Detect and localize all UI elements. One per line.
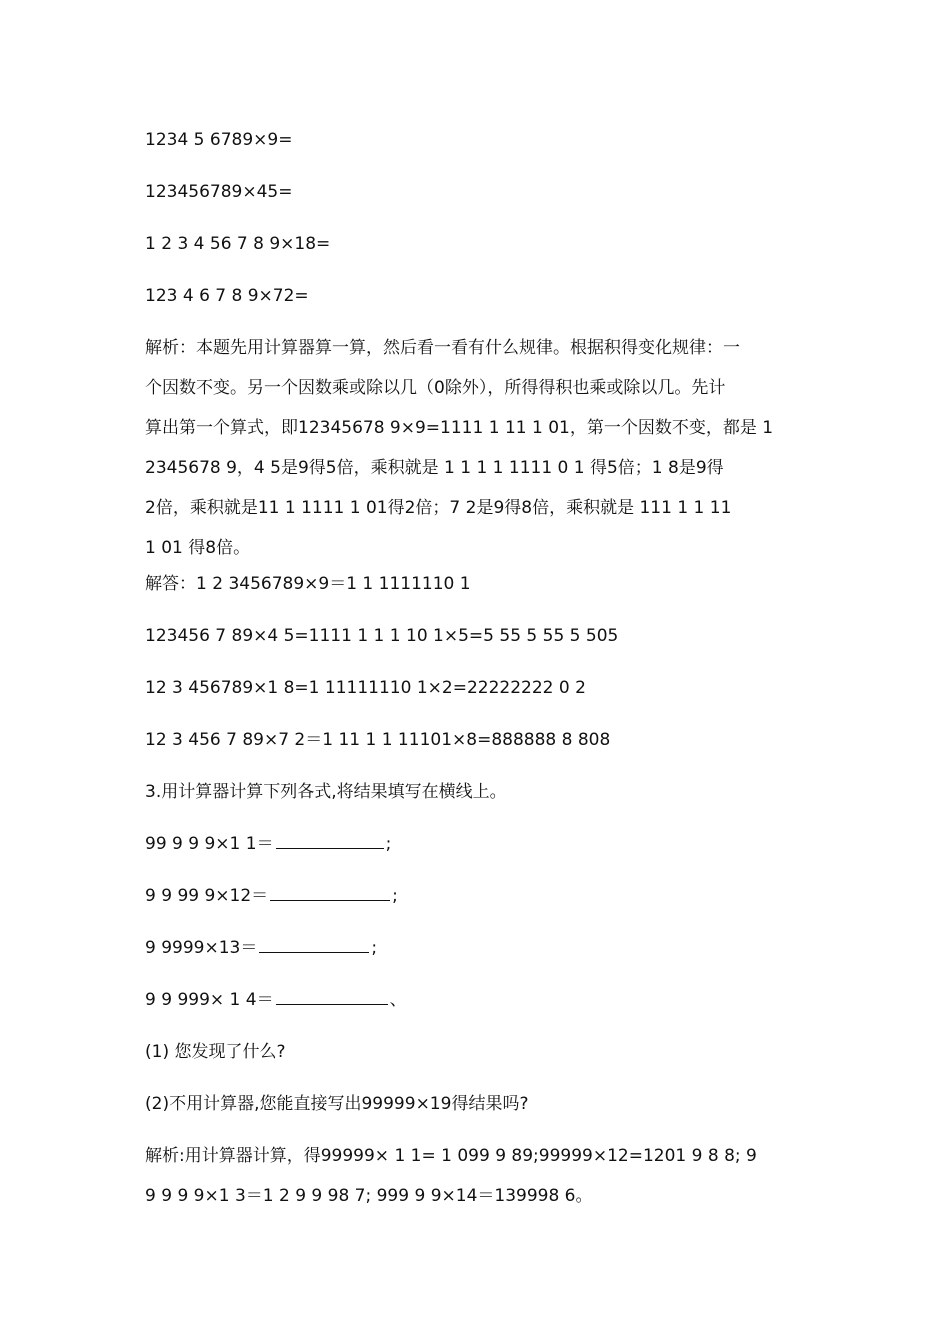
analysis-line: 2345678 9，4 5是9得5倍，乘积就是 1 1 1 1 1111 0 1 得5倍；1 8是9得	[145, 458, 724, 478]
answer-line: 123456 7 89×4 5=1111 1 1 1 10 1×5=5 55 5 55 5 505	[145, 626, 619, 646]
analysis-line: 解析：本题先用计算器算一算，然后看一看有什么规律。根据积得变化规律：一	[145, 338, 740, 358]
analysis-paragraph	[145, 336, 810, 576]
fill-in-end: 、	[389, 990, 407, 1010]
fill-in-item	[145, 988, 407, 1012]
fill-in-item	[145, 832, 391, 856]
fill-in-end: ;	[385, 834, 392, 854]
question-title: 3.用计算器计算下列各式,将结果填写在横线上。	[145, 782, 507, 802]
analysis-line: 个因数不变。另一个因数乘或除以几（0除外），所得得积也乘或除以几。先计	[145, 378, 726, 398]
fill-in-item	[145, 936, 377, 960]
sub-question: (2)不用计算器,您能直接写出99999×19得结果吗?	[145, 1094, 529, 1114]
answer-line: 12 3 456 7 89×7 2＝1 11 1 1 11101×8=888888 8 808	[145, 730, 611, 750]
fill-in-expression: 9 9 99 9×12＝	[145, 886, 269, 906]
problem-line: 1 2 3 4 56 7 8 9×18=	[145, 234, 331, 254]
answer-blank[interactable]	[276, 832, 384, 849]
fill-in-expression: 99 9 9 9×1 1＝	[145, 834, 274, 854]
fill-in-expression: 9 9999×13＝	[145, 938, 258, 958]
analysis-line: 算出第一个算式，即12345678 9×9=1111 1 11 1 01，第一个因数不变，都是 1	[145, 418, 774, 438]
fill-in-end: ;	[392, 886, 398, 906]
analysis-paragraph	[145, 1144, 810, 1224]
answer-line: 12 3 456789×1 8=1 11111110 1×2=22222222 0 2	[145, 678, 586, 698]
answer-blank[interactable]	[270, 884, 390, 901]
analysis-line: 2倍，乘积就是11 1 1111 1 01得2倍；7 2是9得8倍，乘积就是 111 1 1 11	[145, 498, 732, 518]
sub-question: (1) 您发现了什么?	[145, 1042, 286, 1062]
analysis-line: 解析:用计算器计算，得99999× 1 1= 1 099 9 89;99999×12=1201 9 8 8; 9	[145, 1146, 757, 1166]
problem-line: 1234 5 6789×9=	[145, 130, 293, 150]
problem-line: 123456789×45=	[145, 182, 293, 202]
analysis-line: 1 01 得8倍。	[145, 538, 251, 558]
fill-in-item	[145, 884, 398, 908]
analysis-line: 9 9 9 9×1 3＝1 2 9 9 98 7; 999 9 9×14＝139998 6。	[145, 1186, 593, 1206]
answer-blank[interactable]	[259, 936, 369, 953]
answer-blank[interactable]	[276, 988, 388, 1005]
answer-line: 解答：1 2 3456789×9＝1 1 1111110 1	[145, 574, 471, 594]
fill-in-expression: 9 9 999× 1 4＝	[145, 990, 274, 1010]
fill-in-end: ;	[371, 938, 378, 958]
problem-line: 123 4 6 7 8 9×72=	[145, 286, 309, 306]
